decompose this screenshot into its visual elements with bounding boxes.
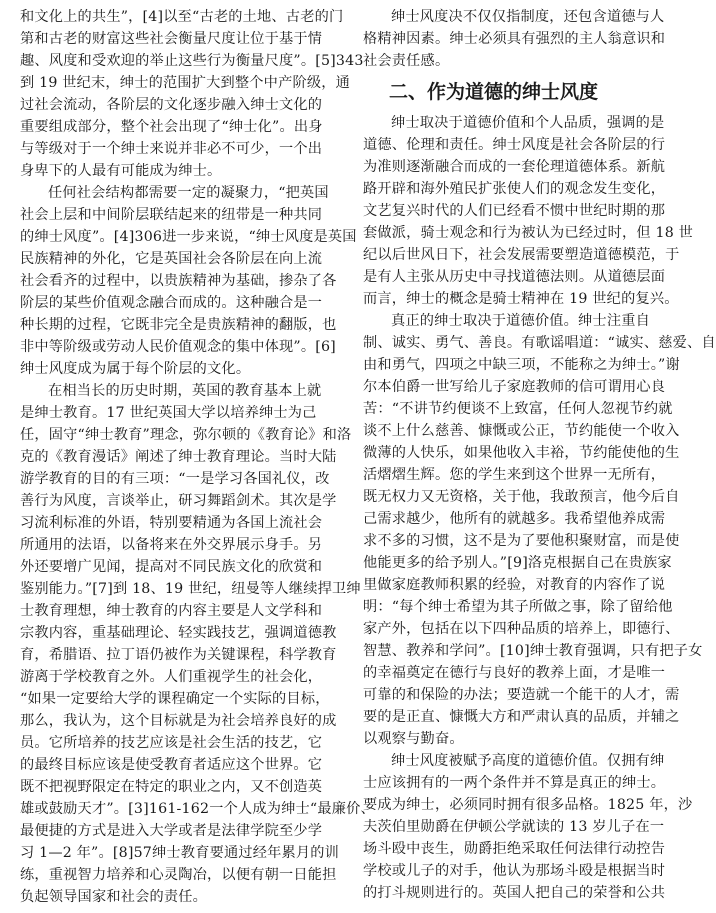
text-line: 求不多的习惯，这不是为了要他积聚财富，而是使 bbox=[363, 533, 680, 549]
text-line: 绅士风度成为属于每个阶层的文化。 bbox=[20, 361, 251, 377]
text-line: 雄或鼓励天才”。[3]161-162一个人成为绅士“最廉价、 bbox=[20, 801, 375, 817]
text-line: 过社会流动，各阶层的文化逐步融入绅士文化的 bbox=[20, 97, 323, 113]
text-line: 任何社会结构都需要一定的凝聚力，“把英国 bbox=[48, 185, 329, 201]
text-line: 家产外，包括在以下四种品质的培养上，即德行、 bbox=[363, 621, 680, 637]
text-line: 所通用的法语，以备将来在外交界展示身手。另 bbox=[20, 537, 323, 553]
right-body bbox=[363, 112, 716, 904]
text-line: 士教育理想，绅士教育的内容主要是人文学科和 bbox=[20, 603, 323, 619]
text-line: 纪以后世风日下，社会发展需要塑造道德模范，于 bbox=[363, 247, 680, 263]
text-line: 社会看齐的过程中，以贵族精神为基础，掺杂了各 bbox=[20, 273, 337, 289]
text-line: 由和勇气，四项之中缺三项，不能称之为绅士。”谢 bbox=[363, 357, 680, 373]
text-line: 既不把视野限定在特定的职业之内，又不创造英 bbox=[20, 779, 323, 795]
text-line: 场斗殴中丧生，勋爵拒绝采取任何法律行动控告 bbox=[363, 841, 666, 857]
text-line: 习流利标准的外语，特别要精通为各国上流社会 bbox=[20, 515, 323, 531]
text-line: 那么，我认为，这个目标就是为社会培养良好的成 bbox=[20, 713, 337, 729]
right-column bbox=[363, 6, 716, 904]
paragraph bbox=[363, 112, 694, 310]
text-line: 活熠熠生辉。您的学生来到这个世界一无所有， bbox=[363, 467, 666, 483]
text-line: 明：“每个绅士希望为其子所做之事，除了留给他 bbox=[363, 599, 673, 615]
text-line: 绅士风度决不仅仅指制度，还包含道德与人 bbox=[391, 9, 665, 25]
text-line: 民族精神的外化，它是英国社会各阶层在向上流 bbox=[20, 251, 323, 267]
text-line: 既无权力又无资格，关于他，我敢预言，他今后自 bbox=[363, 489, 680, 505]
text-line: 阶层的某些价值观念融合而成的。这种融合是一 bbox=[20, 295, 323, 311]
paragraph bbox=[20, 6, 364, 182]
text-line: 的打斗规则进行的。英国人把自己的荣誉和公共 bbox=[363, 885, 666, 901]
paragraph bbox=[363, 310, 716, 750]
text-line: 苦：“不讲节约便谈不上致富，任何人忽视节约就 bbox=[363, 401, 673, 417]
text-line: 夫茨伯里勋爵在伊顿公学就读的 13 岁儿子在一 bbox=[363, 819, 665, 835]
paragraph bbox=[20, 182, 357, 380]
left-column bbox=[20, 6, 375, 908]
paragraph bbox=[363, 6, 666, 72]
text-line: 要的是正直、慷慨大方和严肃认真的品质，并辅之 bbox=[363, 709, 680, 725]
text-line: 与等级对于一个绅士来说并非必不可少，一个出 bbox=[20, 141, 323, 157]
text-line: 真正的绅士取决于道德价值。绅士注重自 bbox=[391, 313, 650, 329]
text-line: 和文化上的共生”，[4]以至“古老的土地、古老的门 bbox=[20, 9, 344, 25]
text-line: 制、诚实、勇气、善良。有歌谣唱道：“诚实、慈爱、自 bbox=[363, 335, 716, 351]
text-line: 善行为风度，言谈举止，研习舞蹈剑术。其次是学 bbox=[20, 493, 337, 509]
text-line: 智慧、教养和学问”。[10]绅士教育强调，只有把子女 bbox=[363, 643, 703, 659]
text-line: 以观察与勤奋。 bbox=[363, 731, 464, 747]
text-line: 负起领导国家和社会的责任。 bbox=[20, 889, 208, 905]
text-line: 外还要增广见闻，提高对不同民族文化的欣赏和 bbox=[20, 559, 323, 575]
text-line: 重要组成部分，整个社会出现了“绅士化”。出身 bbox=[20, 119, 323, 135]
text-line: 最便捷的方式是进入大学或者是法律学院至少学 bbox=[20, 823, 323, 839]
text-line: “如果一定要给大学的课程确定一个实际的目标， bbox=[20, 691, 330, 707]
text-line: 己需求越少，他所有的就越多。我希望他养成需 bbox=[363, 511, 666, 527]
text-line: 育，希腊语、拉丁语仍被作为关键课程，科学教育 bbox=[20, 647, 337, 663]
text-line: 是有人主张从历史中寻找道德法则。从道德层面 bbox=[363, 269, 666, 285]
text-line: 宗教内容，重基础理论、轻实践技艺，强调道德教 bbox=[20, 625, 337, 641]
text-line: 绅士风度被赋予高度的道德价值。仅拥有绅 bbox=[391, 753, 665, 769]
text-line: 尔本伯爵一世写给儿子家庭教师的信可谓用心良 bbox=[363, 379, 666, 395]
text-line: 谈不上什么慈善、慷慨或公正，节约能使一个收入 bbox=[363, 423, 680, 439]
text-line: 练，重视智力培养和心灵陶冶，以便有朝一日能担 bbox=[20, 867, 337, 883]
text-line: 学校或儿子的对手，他认为那场斗殴是根据当时 bbox=[363, 863, 666, 879]
text-line: 趣、风度和受欢迎的举止这些行为衡量尺度”。[5]343 bbox=[20, 53, 364, 69]
text-line: 套做派，骑士观念和行为被认为已经过时，但 18 世 bbox=[363, 225, 694, 241]
paragraph bbox=[363, 750, 693, 904]
text-line: 是绅士教育。17 世纪英国大学以培养绅士为己 bbox=[20, 405, 317, 421]
text-line: 鉴别能力。”[7]到 18、19 世纪，纽曼等人继续捍卫绅 bbox=[20, 581, 361, 597]
text-line: 微薄的人快乐，如果他收入丰裕，节约能使他的生 bbox=[363, 445, 680, 461]
text-line: 他能更多的给予别人。”[9]洛克根据自己在贵族家 bbox=[363, 555, 672, 571]
text-line: 社会责任感。 bbox=[363, 53, 450, 69]
text-line: 习 1—2 年”。[8]57绅士教育要通过经年累月的训 bbox=[20, 845, 340, 861]
text-line: 的最终目标应该是使受教育者适应这个世界。它 bbox=[20, 757, 323, 773]
text-line: 身卑下的人最有可能成为绅士。 bbox=[20, 163, 222, 179]
text-line: 里做家庭教师积累的经验，对教育的内容作了说 bbox=[363, 577, 666, 593]
text-line: 而言，绅士的概念是骑士精神在 19 世纪的复兴。 bbox=[363, 291, 679, 307]
text-line: 社会上层和中间阶层联结起来的纽带是一种共同 bbox=[20, 207, 323, 223]
text-line: 士应该拥有的一两个条件并不算是真正的绅士。 bbox=[363, 775, 666, 791]
text-line: 的幸福奠定在德行与良好的教养上面，才是唯一 bbox=[363, 665, 666, 681]
text-line: 绅士取决于道德价值和个人品质，强调的是 bbox=[391, 115, 665, 131]
text-line: 任，固守“绅士教育”理念，弥尔顿的《教育论》和洛 bbox=[20, 427, 352, 443]
text-line: 要成为绅士，必须同时拥有很多品格。1825 年，沙 bbox=[363, 797, 693, 813]
text-line: 格精神因素。绅士必须具有强烈的主人翁意识和 bbox=[363, 31, 666, 47]
text-line: 的绅士风度”。[4]306进一步来说，“绅士风度是英国 bbox=[20, 229, 357, 245]
text-line: 可靠的和保险的办法；要造就一个能干的人才，需 bbox=[363, 687, 680, 703]
text-line: 游离于学校教育之外。人们重视学生的社会化， bbox=[20, 669, 323, 685]
text-line: 到 19 世纪末，绅士的范围扩大到整个中产阶级，通 bbox=[20, 75, 351, 91]
intro-paragraph bbox=[363, 6, 666, 72]
text-line: 员。它所培养的技艺应该是社会生活的技艺，它 bbox=[20, 735, 323, 751]
text-line: 文艺复兴时代的人们已经看不惯中世纪时期的那 bbox=[363, 203, 666, 219]
section-heading: 二、作为道德的绅士风度 bbox=[389, 81, 599, 103]
text-line: 为准则逐渐融合而成的一套伦理道德体系。新航 bbox=[363, 159, 666, 175]
text-line: 第和古老的财富这些社会衡量尺度让位于基于情 bbox=[20, 31, 323, 47]
paragraph bbox=[20, 380, 375, 908]
text-line: 非中等阶级或劳动人民价值观念的集中体现”。[6] bbox=[20, 339, 336, 355]
text-line: 路开辟和海外殖民扩张使人们的观念发生变化， bbox=[363, 181, 666, 197]
text-line: 游学教育的目的有三项：“一是学习各国礼仪，改 bbox=[20, 471, 330, 487]
text-line: 种长期的过程，它既非完全是贵族精神的翻版，也 bbox=[20, 317, 337, 333]
text-line: 在相当长的历史时期，英国的教育基本上就 bbox=[48, 383, 322, 399]
text-line: 道德、伦理和责任。绅士风度是社会各阶层的行 bbox=[363, 137, 666, 153]
text-line: 克的《教育漫话》阐述了绅士教育理论。当时大陆 bbox=[20, 449, 337, 465]
